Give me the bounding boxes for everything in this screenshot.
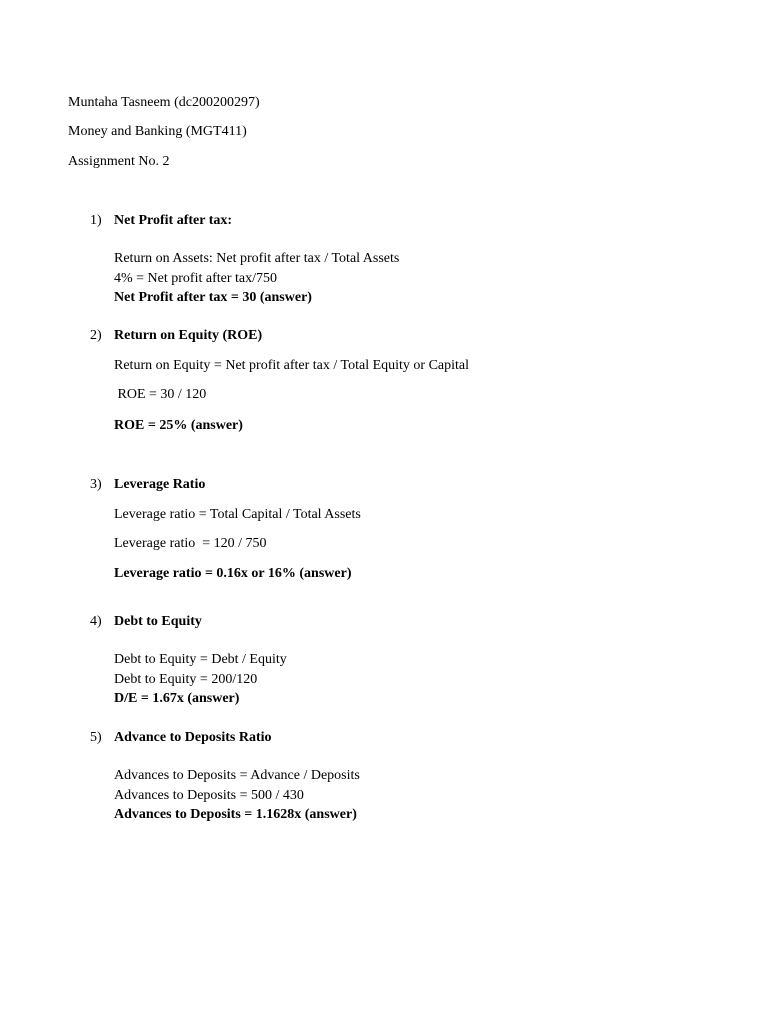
section-number: 4) <box>90 614 102 629</box>
formula-line: 4% = Net profit after tax/750 <box>114 271 278 286</box>
formula-line: Return on Assets: Net profit after tax / Total Assets <box>114 251 400 266</box>
formula-line: Return on Equity = Net profit after tax / Total Equity or Capital <box>114 358 470 373</box>
answer-line: D/E = 1.67x (answer) <box>114 691 240 706</box>
answer-line: Advances to Deposits = 1.1628x (answer) <box>114 807 357 822</box>
course-name: Money and Banking (MGT411) <box>68 124 247 139</box>
formula-line: Debt to Equity = 200/120 <box>114 672 258 687</box>
formula-line: Leverage ratio = 120 / 750 <box>114 536 267 551</box>
formula-line: Advances to Deposits = Advance / Deposits <box>114 768 360 783</box>
section-title: Debt to Equity <box>114 614 202 629</box>
section-number: 3) <box>90 477 102 492</box>
section-title: Net Profit after tax: <box>114 213 233 228</box>
section-title: Return on Equity (ROE) <box>114 328 263 343</box>
section-number: 5) <box>90 730 102 745</box>
formula-line: Advances to Deposits = 500 / 430 <box>114 788 304 803</box>
answer-line: Leverage ratio = 0.16x or 16% (answer) <box>114 566 352 581</box>
section-number: 2) <box>90 328 102 343</box>
section-title: Advance to Deposits Ratio <box>114 730 272 745</box>
section-number: 1) <box>90 213 102 228</box>
formula-line: ROE = 30 / 120 <box>114 387 207 402</box>
formula-line: Leverage ratio = Total Capital / Total Assets <box>114 507 361 522</box>
answer-line: ROE = 25% (answer) <box>114 418 243 433</box>
student-name: Muntaha Tasneem (dc200200297) <box>68 95 260 110</box>
section-title: Leverage Ratio <box>114 477 206 492</box>
formula-line: Debt to Equity = Debt / Equity <box>114 652 287 667</box>
answer-line: Net Profit after tax = 30 (answer) <box>114 290 312 305</box>
assignment-title: Assignment No. 2 <box>68 154 170 169</box>
